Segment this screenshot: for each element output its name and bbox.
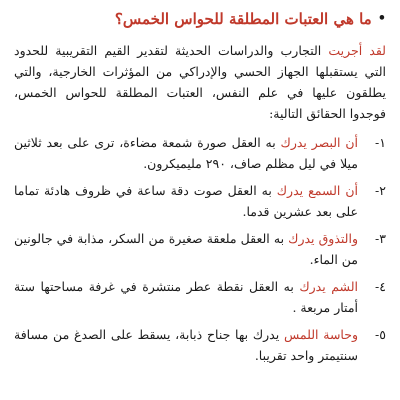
item-number: ٢- [375,183,386,198]
section-heading [14,8,386,30]
list-item [14,324,386,366]
facts-list [14,132,386,366]
item-number: ٣- [375,231,386,246]
item-body [14,132,358,174]
item-key-phrase: أن السمع يدرك [276,183,358,198]
item-text: به العقل صوت دقة ساعة في ظروف هادئة تماما على بعد عشرين قدما. [14,183,358,219]
item-body [14,180,358,222]
list-item [14,132,386,174]
item-text: به العقل نقطة عطر منتشرة في غرفة مساحتها ستة أمتار مربعة . [14,279,358,315]
item-body [14,276,358,318]
item-key-phrase: أن البصر يدرك [280,135,358,150]
item-key-phrase: وحاسة اللمس [283,327,358,342]
item-number: ٥- [375,327,386,342]
item-text: به العقل ملعقة صغيرة من السكر، مذابة في جالونين من الماء. [14,231,358,267]
item-body [14,228,358,270]
heading-text: ما هي العتبات المطلقة للحواس الخمس؟ [114,10,372,28]
list-item [14,228,386,270]
heading-bullet: • [377,11,386,26]
item-text: يدرك بها جناح ذبابة، يسقط على الصدغ من مسافة سنتيمتر واحد تقريبا. [14,327,358,363]
item-key-phrase: الشم يدرك [299,279,358,294]
item-key-phrase: والتذوق يدرك [288,231,358,246]
item-body [14,324,358,366]
intro-paragraph [14,40,386,124]
item-number: ١- [375,135,386,150]
item-number: ٤- [375,279,386,294]
list-item [14,180,386,222]
intro-text: التجارب والدراسات الحديثة لتقدير القيم التقريبية للحدود التي يستقبلها الجهاز الحسي والإدراكي من المؤثرات الخارجية، والتي يطلقون عليها في علم النفس، العتبات المطلقة للحواس الخمس، فوجدوا الحقائق التالية: [14,43,386,121]
intro-lead: لقد أجريت [328,43,386,58]
list-item [14,276,386,318]
item-text: به العقل صورة شمعة مضاءة، ترى على بعد ثلاثين ميلا في ليل مظلم صاف، ٢٩٠ مليميكرون. [14,135,358,171]
